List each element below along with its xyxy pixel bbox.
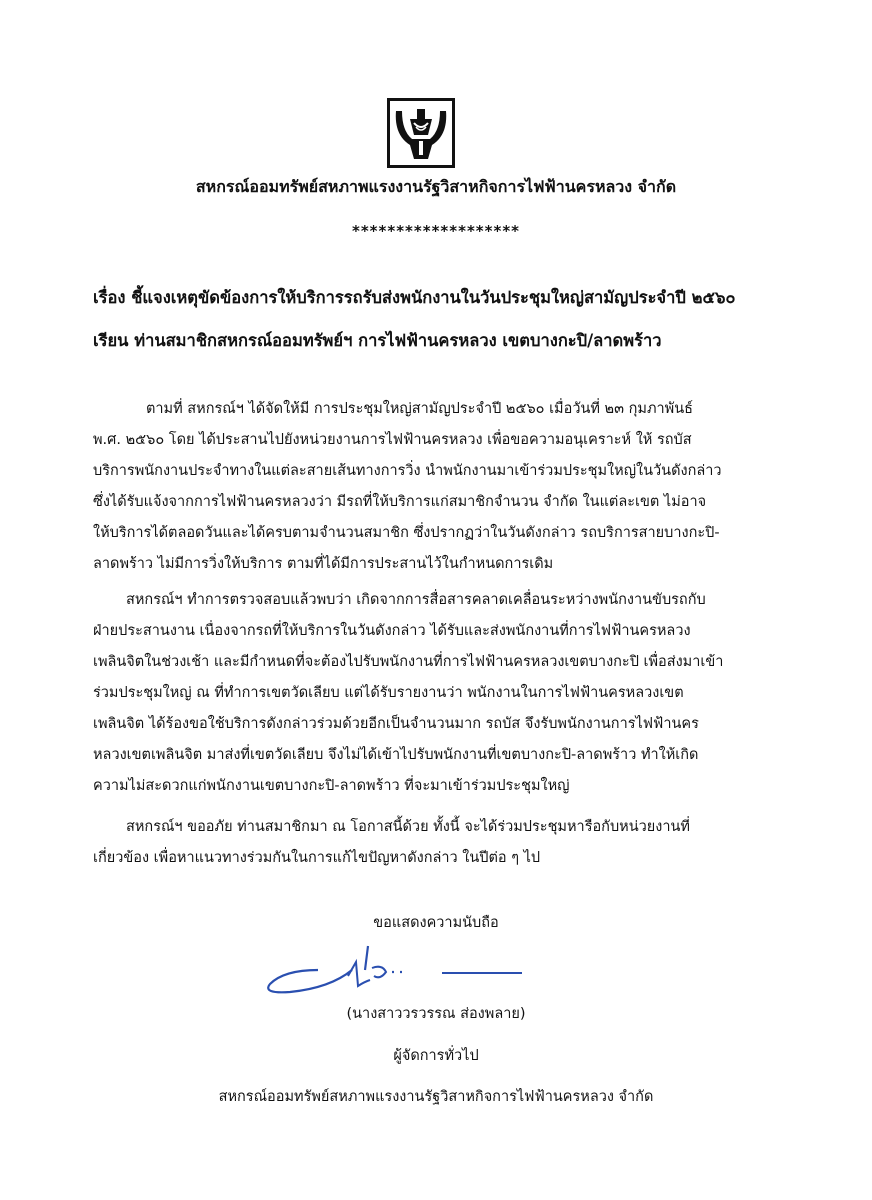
separator-stars: ******************* — [351, 222, 521, 240]
paragraph-line: ความไม่สะดวกแก่พนักงานเขตบางกะปิ-ลาดพร้าว ที่จะมาเข้าร่วมประชุมใหญ่ — [93, 778, 570, 794]
letter-recipient: เรียน ท่านสมาชิกสหกรณ์ออมทรัพย์ฯ การไฟฟ้านครหลวง เขตบางกะปิ/ลาดพร้าว — [93, 331, 662, 350]
paragraph-line: เกี่ยวข้อง เพื่อหาแนวทางร่วมกันในการแก้ไขปัญหาดังกล่าว ในปีต่อ ๆ ไป — [93, 850, 541, 866]
paragraph-line: ตามที่ สหกรณ์ฯ ได้จัดให้มี การประชุมใหญ่สามัญประจำปี ๒๕๖๐ เมื่อวันที่ ๒๓ กุมภาพันธ์ — [146, 401, 693, 417]
signer-name: (นางสาววรวรรณ ส่องพลาย) — [346, 1006, 526, 1022]
paragraph-line: ร่วมประชุมใหญ่ ณ ที่ทำการเขตวัดเลียบ แต่ได้รับรายงานว่า พนักงานในการไฟฟ้านครหลวงเขต — [93, 685, 684, 701]
paragraph-line: ฝ่ายประสานงาน เนื่องจากรถที่ให้บริการในวันดังกล่าว ได้รับและส่งพนักงานที่การไฟฟ้านครหลวง — [93, 623, 691, 639]
paragraph-2 — [93, 585, 773, 802]
paragraph-line: หลวงเขตเพลินจิต มาส่งที่เขตวัดเลียบ จึงไม่ได้เข้าไปรับพนักงานที่เขตบางกะปิ-ลาดพร้าว ทำให้เกิด — [93, 747, 699, 763]
paragraph-1 — [93, 394, 773, 580]
paragraph-line: พ.ศ. ๒๕๖๐ โดย ได้ประสานไปยังหน่วยงานการไฟฟ้านครหลวง เพื่อขอความอนุเคราะห์ ให้ รถบัส — [93, 432, 692, 448]
handwritten-signature — [260, 940, 530, 1006]
cooperative-logo-icon — [387, 98, 455, 168]
paragraph-line: บริการพนักงานประจำทางในแต่ละสายเส้นทางการวิ่ง นำพนักงานมาเข้าร่วมประชุมใหญ่ในวันดังกล่าว — [93, 463, 722, 479]
paragraph-line: เพลินจิต ได้ร้องขอใช้บริการดังกล่าวร่วมด้วยอีกเป็นจำนวนมาก รถบัส จึงรับพนักงานการไฟฟ้านคร — [93, 716, 699, 732]
paragraph-line: เพลินจิตในช่วงเช้า และมีกำหนดที่จะต้องไปรับพนักงานที่การไฟฟ้านครหลวงเขตบางกะปิ เพื่อส่งมาเข้า — [93, 654, 724, 670]
organization-header: สหกรณ์ออมทรัพย์สหภาพแรงงานรัฐวิสาหกิจการไฟฟ้านครหลวง จำกัด — [195, 177, 677, 196]
closing-regards: ขอแสดงความนับถือ — [373, 915, 499, 931]
signer-organization: สหกรณ์ออมทรัพย์สหภาพแรงงานรัฐวิสาหกิจการไฟฟ้านครหลวง จำกัด — [218, 1089, 654, 1105]
signer-title: ผู้จัดการทั่วไป — [393, 1048, 479, 1064]
paragraph-line: ลาดพร้าว ไม่มีการวิ่งให้บริการ ตามที่ได้มีการประสานไว้ในกำหนดการเดิม — [93, 556, 554, 572]
paragraph-line: สหกรณ์ฯ ทำการตรวจสอบแล้วพบว่า เกิดจากการสื่อสารคลาดเคลื่อนระหว่างพนักงานขับรถกับ — [126, 592, 706, 608]
paragraph-3 — [93, 812, 773, 874]
paragraph-line: สหกรณ์ฯ ขออภัย ท่านสมาชิกมา ณ โอกาสนี้ด้วย ทั้งนี้ จะได้ร่วมประชุมหารือกับหน่วยงานที่ — [126, 819, 690, 835]
letter-subject: เรื่อง ชี้แจงเหตุขัดข้องการให้บริการรถรับส่งพนักงานในวันประชุมใหญ่สามัญประจำปี ๒๕๖๐ — [93, 288, 736, 307]
paragraph-line: ซึ่งได้รับแจ้งจากการไฟฟ้านครหลวงว่า มีรถที่ให้บริการแก่สมาชิกจำนวน จำกัด ในแต่ละเขต ไม่อาจ — [93, 494, 707, 510]
paragraph-line: ให้บริการได้ตลอดวันและได้ครบตามจำนวนสมาชิก ซึ่งปรากฏว่าในวันดังกล่าว รถบริการสายบางกะปิ- — [93, 525, 720, 541]
